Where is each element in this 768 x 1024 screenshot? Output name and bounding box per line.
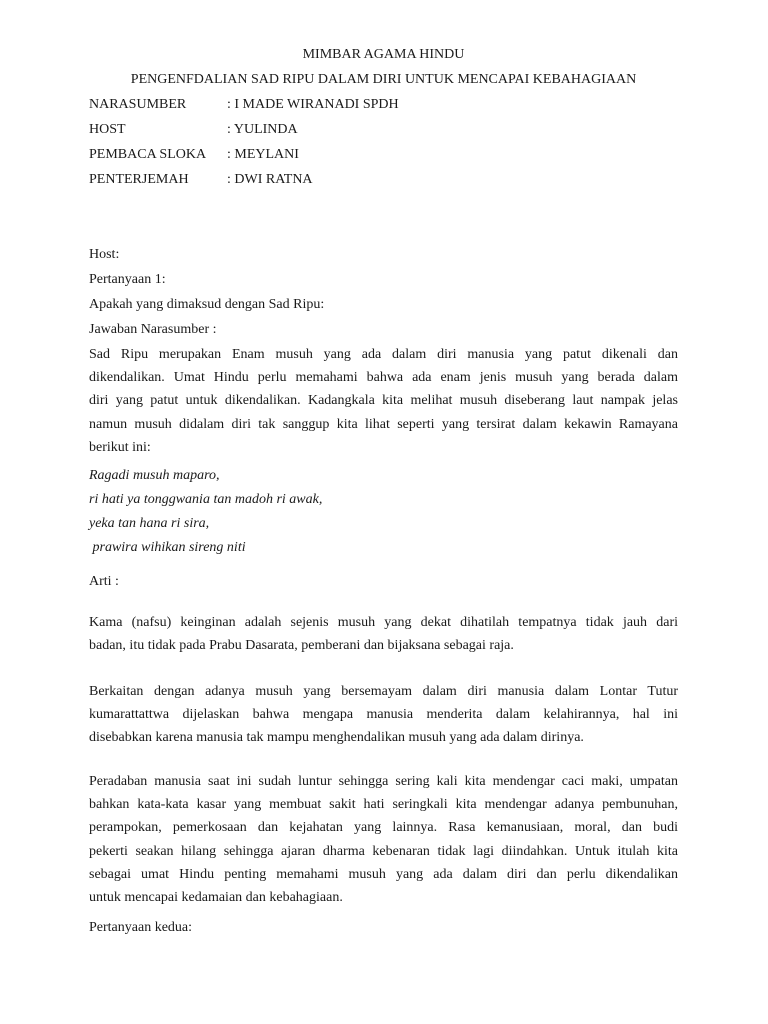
arti-label: Arti : xyxy=(89,574,119,589)
question-2-label: Pertanyaan kedua: xyxy=(89,920,193,935)
question-1-text: Apakah yang dimaksud dengan Sad Ripu: xyxy=(89,297,325,312)
paragraph-line: pekerti seakan hilang sehingga ajaran dharma kebenaran tidak lagi diindahkan. Untuk itulah kita xyxy=(89,843,678,859)
meta-row-host xyxy=(89,121,489,139)
question-1-label: Pertanyaan 1: xyxy=(89,272,166,287)
paragraph-line: diri yang patut untuk dikendalikan. Kadangkala kita melihat musuh diseberang laut nampak jelas xyxy=(89,393,678,409)
meta-value: : DWI RATNA xyxy=(227,172,313,187)
paragraph-line: disebabkan karena manusia tak mampu menghendalikan musuh yang ada dalam dirinya. xyxy=(89,730,584,746)
meta-value: : YULINDA xyxy=(227,122,298,137)
meta-row-penterjemah xyxy=(89,171,489,189)
meta-label: PEMBACA SLOKA xyxy=(89,147,207,162)
meta-row-narasumber xyxy=(89,96,489,114)
paragraph-line: Kama (nafsu) keinginan adalah sejenis musuh yang dekat dihatilah tempatnya tidak jauh dari xyxy=(89,615,678,630)
host-label: Host: xyxy=(89,247,120,262)
verse-line: prawira wihikan sireng niti xyxy=(89,540,246,555)
meta-value: : I MADE WIRANADI SPDH xyxy=(227,97,399,112)
paragraph-kumarattattwa xyxy=(89,680,678,750)
paragraph-line: namun musuh didalam diri tak sanggup kita lihat seperti yang tersirat dalam kekawin Ramayana xyxy=(89,416,678,432)
paragraph-peradaban xyxy=(89,770,678,909)
paragraph-sad-ripu xyxy=(89,343,678,459)
document-subtitle: PENGENFDALIAN SAD RIPU DALAM DIRI UNTUK MENCAPAI KEBAHAGIAAN xyxy=(130,72,637,87)
sloka-verse xyxy=(89,464,678,560)
verse-line: yeka tan hana ri sira, xyxy=(89,516,210,531)
document-title: MIMBAR AGAMA HINDU xyxy=(302,47,465,62)
paragraph-line: perampokan, pemerkosaan dan kejahatan yang lainnya. Rasa kemanusiaan, moral, dan budi xyxy=(89,820,678,836)
paragraph-line: untuk mencapai kedamaian dan kebahagiaan. xyxy=(89,890,343,906)
paragraph-line: dikendalikan. Umat Hindu perlu memahami bahwa ada enam jenis musuh yang berada dalam xyxy=(89,370,678,386)
meta-label: NARASUMBER xyxy=(89,97,187,112)
paragraph-line: Sad Ripu merupakan Enam musuh yang ada dalam diri manusia yang patut dikenali dan xyxy=(89,347,678,362)
meta-label: PENTERJEMAH xyxy=(89,172,189,187)
paragraph-translation xyxy=(89,611,678,657)
verse-line: Ragadi musuh maparo, xyxy=(89,468,220,483)
paragraph-line: kumarattattwa dijelaskan bahwa mengapa manusia menderita dalam kelahirannya, hal ini xyxy=(89,707,678,723)
paragraph-line: sebagai umat Hindu penting memahami musuh yang ada dalam diri dan perlu dikendalikan xyxy=(89,866,678,882)
paragraph-line: Peradaban manusia saat ini sudah luntur sehingga sering kali kita mendengar caci maki, umpatan xyxy=(89,774,678,789)
meta-value: : MEYLANI xyxy=(227,147,299,162)
paragraph-line: berikut ini: xyxy=(89,439,151,455)
paragraph-line: badan, itu tidak pada Prabu Dasarata, pemberani dan bijaksana sebagai raja. xyxy=(89,638,514,654)
verse-line: ri hati ya tonggwania tan madoh ri awak, xyxy=(89,492,323,507)
meta-label: HOST xyxy=(89,122,126,137)
meta-row-pembaca-sloka xyxy=(89,146,489,164)
answer-label: Jawaban Narasumber : xyxy=(89,322,217,337)
paragraph-line: bahkan kata-kata kasar yang membuat sakit hati seringkali kita mendengar adanya pembunuhan, xyxy=(89,797,678,813)
paragraph-line: Berkaitan dengan adanya musuh yang bersemayam dalam diri manusia dalam Lontar Tutur xyxy=(89,684,678,699)
